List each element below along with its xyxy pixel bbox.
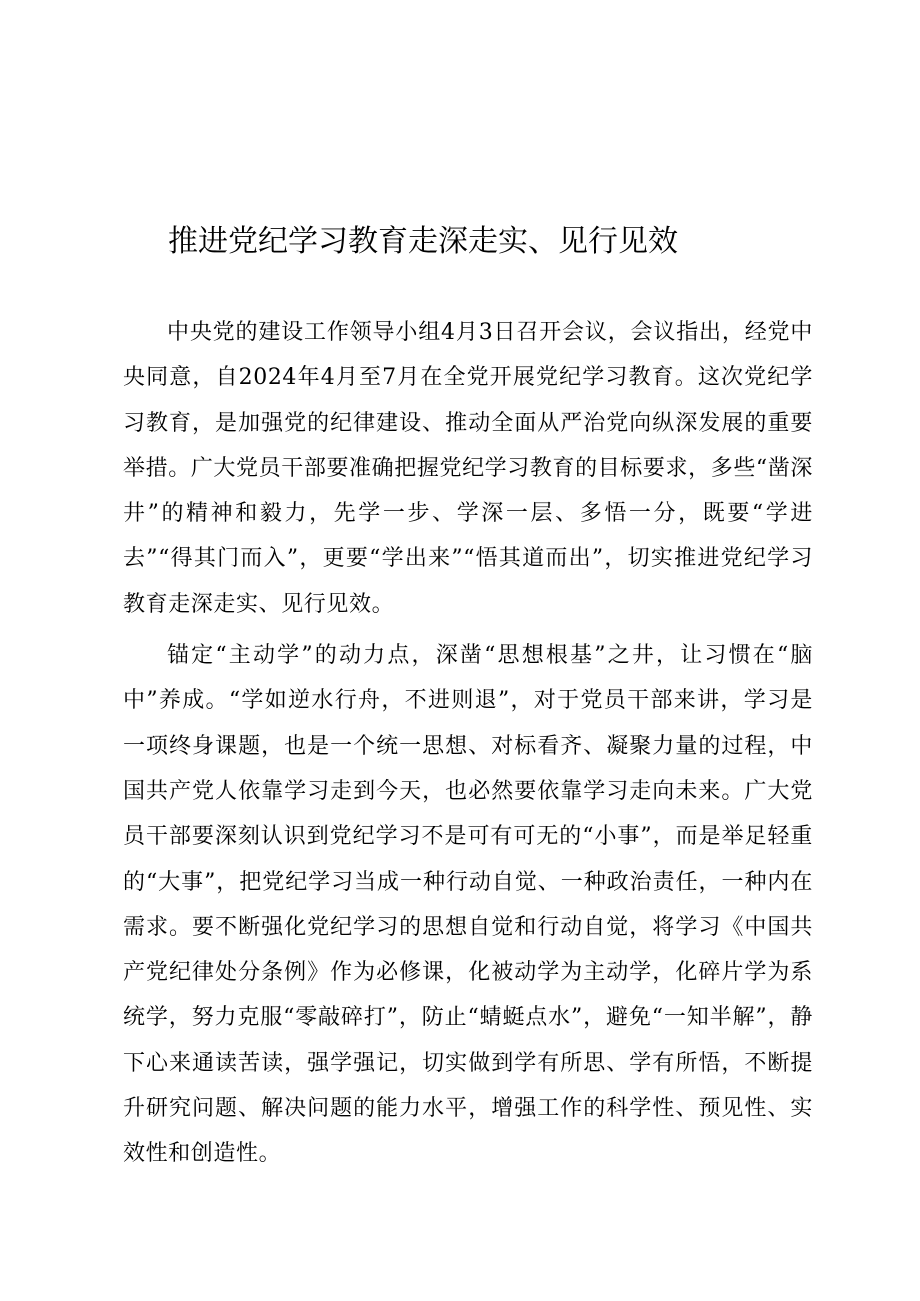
paragraph-1: 中央党的建设工作领导小组4月3日召开会议，会议指出，经党中央同意，自2024年4月至7月在全党开展党纪学习教育。这次党纪学习教育，是加强党的纪律建设、推动全面从严治党向纵深发展的重要举措。广大党员干部要准确把握党纪学习教育的目标要求，多些“凿深井”的精神和毅力，先学一步、学深一层、多悟一分，既要“学进去”“得其门而入”，更要“学出来”“悟其道而出”，切实推进党纪学习教育走深走实、见行见效。 [123, 320, 813, 617]
document-title: 推进党纪学习教育走深走实、见行见效 [168, 224, 678, 259]
document-body [123, 310, 813, 1183]
paragraph-2: 锚定“主动学”的动力点，深凿“思想根基”之井，让习惯在“脑中”养成。“学如逆水行舟，不进则退”，对于党员干部来讲，学习是一项终身课题，也是一个统一思想、对标看齐、凝聚力量的过程，中国共产党人依靠学习走到今天，也必然要依靠学习走向未来。广大党员干部要深刻认识到党纪学习不是可有可无的“小事”，而是举足轻重的“大事”，把党纪学习当成一种行动自觉、一种政治责任，一种内在需求。要不断强化党纪学习的思想自觉和行动自觉，将学习《中国共产党纪律处分条例》作为必修课，化被动学为主动学，化碎片学为系统学，努力克服“零敲碎打”，防止“蜻蜓点水”，避免“一知半解”，静下心来通读苦读，强学强记，切实做到学有所思、学有所悟，不断提升研究问题、解决问题的能力水平，增强工作的科学性、预见性、实效性和创造性。 [123, 643, 813, 1167]
